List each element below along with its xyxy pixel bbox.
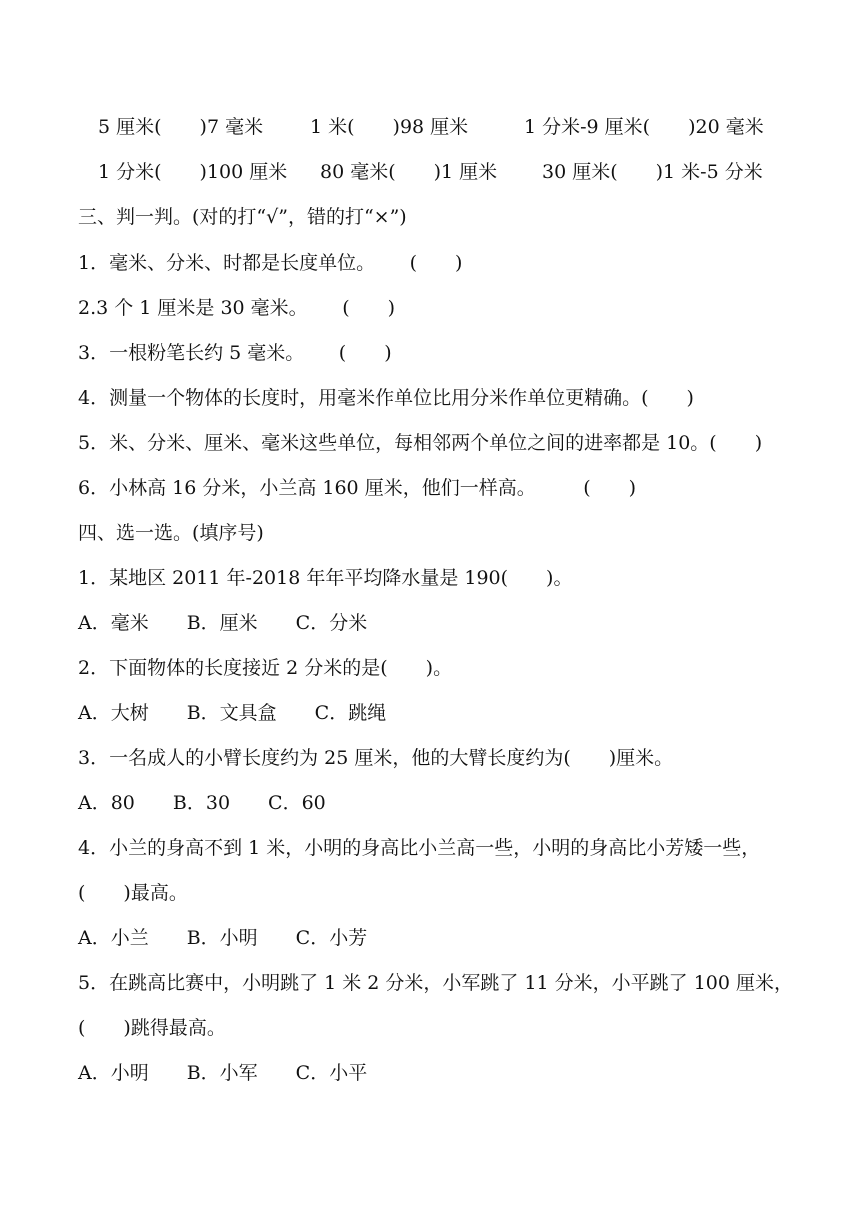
choose-question-4-cont: ( )最高。 (78, 882, 188, 904)
choose-question-4: 4．小兰的身高不到 1 米，小明的身高比小兰高一些，小明的身高比小芳矮一些， (78, 837, 761, 859)
judge-item-3: 3．一根粉笔长约 5 毫米。 ( ) (78, 342, 392, 364)
judge-item-4: 4．测量一个物体的长度时，用毫米作单位比用分米作单位更精确。( ) (78, 387, 694, 409)
choose-question-1: 1．某地区 2011 年-2018 年年平均降水量是 190( )。 (78, 567, 573, 589)
compare-row-2 (0, 158, 860, 186)
section-title-judge: 三、判一判。(对的打“√”，错的打“×”) (78, 206, 407, 228)
choose-options-4: A．小兰 B．小明 C．小芳 (78, 927, 368, 949)
choose-question-2: 2．下面物体的长度接近 2 分米的是( )。 (78, 657, 453, 679)
choose-options-5: A．小明 B．小军 C．小平 (78, 1062, 368, 1084)
judge-item-2: 2.3 个 1 厘米是 30 毫米。 ( ) (78, 297, 396, 319)
judge-item-5: 5．米、分米、厘米、毫米这些单位，每相邻两个单位之间的进率都是 10。( ) (78, 432, 763, 454)
compare-item: 5 厘米( )7 毫米 (98, 116, 264, 138)
compare-item: 1 分米( )100 厘米 (98, 161, 288, 183)
section-title-choose: 四、选一选。(填序号) (78, 522, 264, 544)
compare-item: 30 厘米( )1 米-5 分米 (542, 161, 763, 183)
choose-options-3: A．80 B．30 C．60 (78, 792, 326, 814)
choose-question-3: 3．一名成人的小臂长度约为 25 厘米，他的大臂长度约为( )厘米。 (78, 747, 674, 769)
compare-item: 1 分米-9 厘米( )20 毫米 (524, 116, 764, 138)
compare-item: 80 毫米( )1 厘米 (320, 161, 498, 183)
choose-question-5: 5．在跳高比赛中，小明跳了 1 米 2 分米，小军跳了 11 分米，小平跳了 100 厘米， (78, 972, 794, 994)
judge-item-1: 1．毫米、分米、时都是长度单位。 ( ) (78, 252, 463, 274)
compare-item: 1 米( )98 厘米 (310, 116, 469, 138)
choose-options-2: A．大树 B．文具盒 C．跳绳 (78, 702, 387, 724)
judge-item-6: 6．小林高 16 分米，小兰高 160 厘米，他们一样高。 ( ) (78, 477, 637, 499)
choose-question-5-cont: ( )跳得最高。 (78, 1017, 226, 1039)
choose-options-1: A．毫米 B．厘米 C．分米 (78, 612, 368, 634)
compare-row-1 (0, 113, 860, 141)
